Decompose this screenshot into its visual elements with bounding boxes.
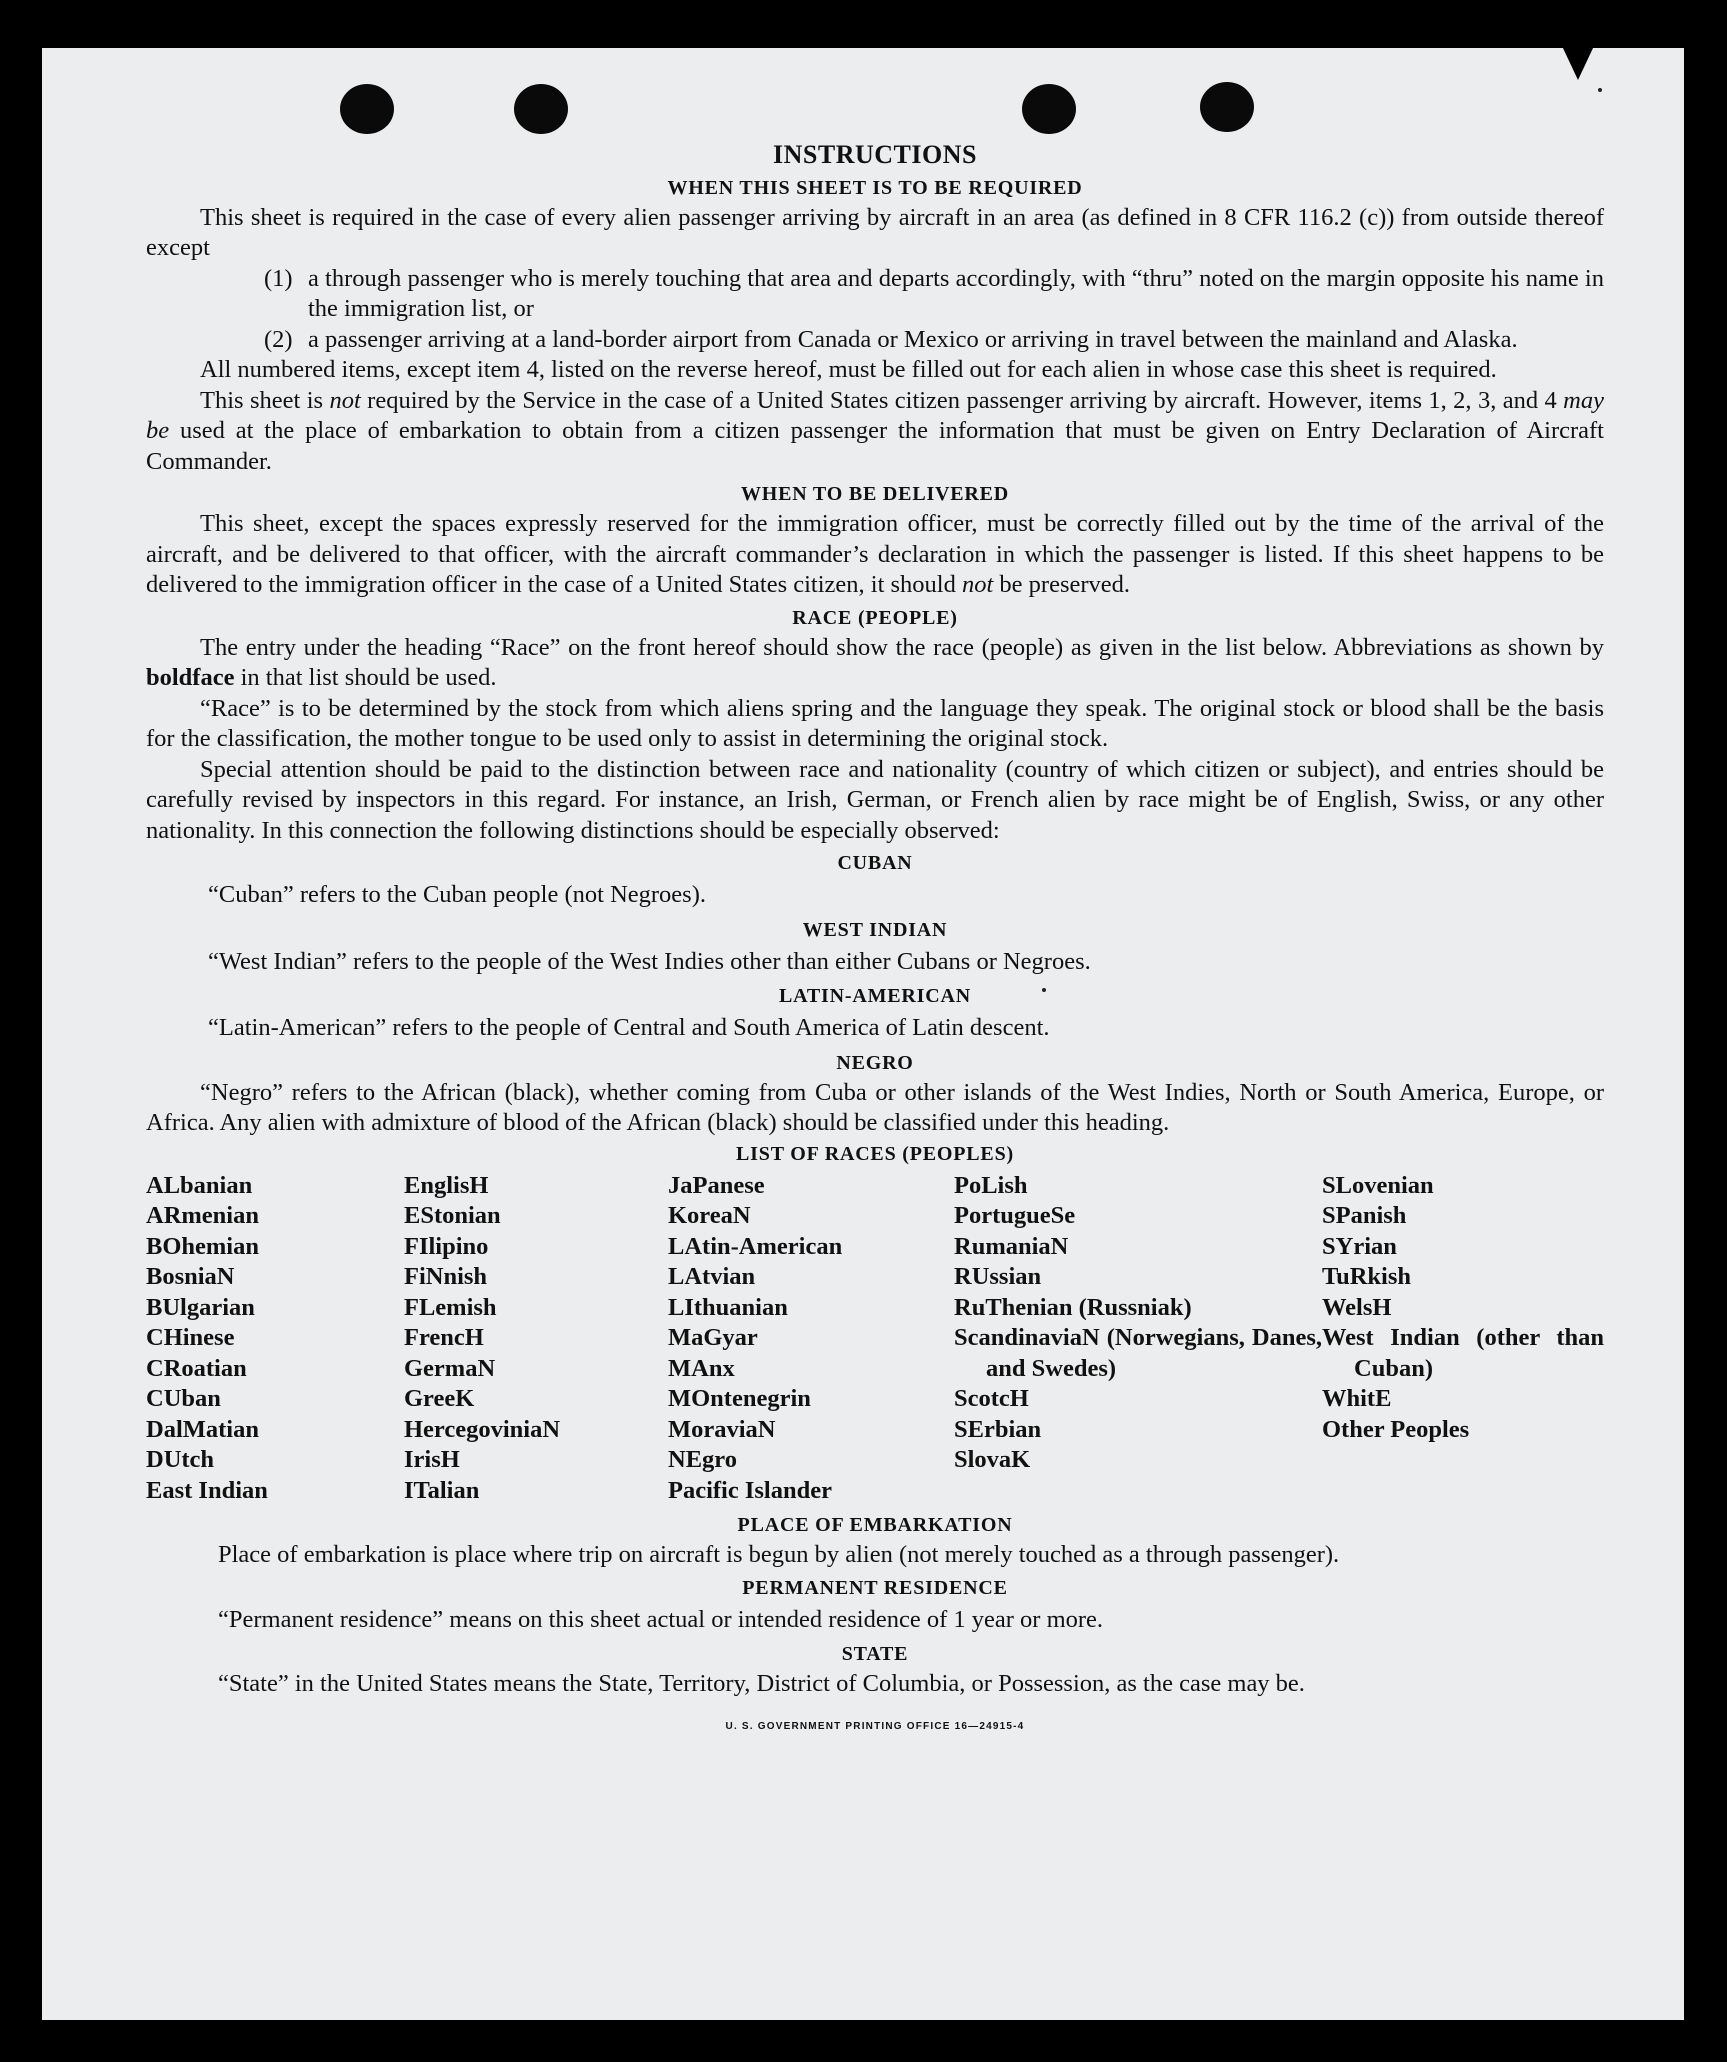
race-item: CUban	[146, 1385, 221, 1412]
race-item: NEgro	[668, 1446, 737, 1473]
paragraph: “State” in the United States means the State, Territory, District of Columbia, or Possession, as the case may be.	[218, 1670, 1305, 1697]
race-column	[404, 1171, 668, 1507]
definition: “Cuban” refers to the Cuban people (not Negroes).	[208, 881, 706, 908]
race-item: SlovaK	[954, 1446, 1031, 1473]
paragraph: “Negro” refers to the African (black), whether coming from Cuba or other islands of the West Indies, North or South America, Europe, or Africa. Any alien with admixture of blood of the African (black) should be classified under this heading.	[146, 1078, 1604, 1136]
paper-notch	[1562, 48, 1594, 80]
section-heading: STATE	[841, 1643, 909, 1665]
race-item: LAtin-American	[668, 1232, 843, 1260]
race-column	[668, 1171, 954, 1507]
race-item: PoLish	[954, 1171, 1028, 1199]
punch-hole	[340, 84, 394, 134]
race-item: HercegoviniaN	[404, 1415, 561, 1443]
race-item: CHinese	[146, 1324, 235, 1351]
race-item: KoreaN	[668, 1202, 751, 1229]
paragraph: This sheet is required in the case of every alien passenger arriving by aircraft in an area (as defined in 8 CFR 116.2 (c)) from outside thereof except	[146, 203, 1604, 261]
race-item: MoraviaN	[668, 1415, 776, 1443]
section-heading: WHEN TO BE DELIVERED	[740, 483, 1010, 505]
paragraph: Special attention should be paid to the distinction between race and nationality (country of which citizen or subject), and entries should be carefully revised by inspectors in this regard. For instance, an Irish, German, or French alien by race might be of English, Swiss, or any other nationality. In this connection the following distinctions should be especially observed:	[146, 755, 1604, 844]
race-item: RuThenian (Russniak)	[954, 1293, 1192, 1321]
race-item: MaGyar	[668, 1324, 758, 1351]
race-item: East Indian	[146, 1476, 268, 1504]
section-heading: NEGRO	[836, 1051, 914, 1074]
race-item: LIthuanian	[668, 1293, 788, 1321]
section-heading: WHEN THIS SHEET IS TO BE REQUIRED	[667, 176, 1083, 199]
race-item: CRoatian	[146, 1354, 247, 1382]
race-item: GreeK	[404, 1385, 475, 1412]
paragraph: This sheet, except the spaces expressly reserved for the immigration officer, must be correctly filled out by the time of the arrival of the aircraft, and be delivered to that officer, with the aircraft commander’s declaration in which the passenger is listed. If this sheet happens to be delivered to the immigration officer in the case of a United States citizen, it should not be preserved.	[146, 510, 1604, 598]
race-item: MOntenegrin	[668, 1385, 811, 1412]
race-item: JaPanese	[668, 1171, 765, 1199]
race-item: TuRkish	[1322, 1263, 1412, 1290]
race-item: ScotcH	[954, 1385, 1029, 1412]
race-item: Other Peoples	[1322, 1415, 1470, 1443]
race-list	[146, 1171, 1604, 1507]
race-item: DalMatian	[146, 1415, 259, 1443]
race-item: Pacific Islander	[668, 1476, 832, 1504]
race-item: BosniaN	[146, 1263, 235, 1290]
race-item: LAtvian	[668, 1263, 756, 1290]
race-column	[1322, 1171, 1604, 1507]
race-item: SErbian	[954, 1415, 1042, 1443]
definition: “Latin-American” refers to the people of Central and South America of Latin descent.	[208, 1014, 1050, 1041]
race-item: SLovenian	[1322, 1171, 1434, 1199]
race-item: PortugueSe	[954, 1202, 1076, 1229]
race-item: FIlipino	[404, 1232, 489, 1260]
section-heading: CUBAN	[837, 852, 913, 874]
paper-speck	[1598, 88, 1602, 92]
section-heading: PLACE OF EMBARKATION	[737, 1514, 1013, 1536]
race-item: ARmenian	[146, 1202, 259, 1229]
paragraph: Place of embarkation is place where trip on aircraft is begun by alien (not merely touched as a through passenger).	[218, 1541, 1340, 1568]
section-heading: RACE (PEOPLE)	[792, 606, 958, 629]
paragraph: The entry under the heading “Race” on the front hereof should show the race (people) as given in the list below. Abbreviations as shown by boldface in that list should be used.	[146, 633, 1604, 691]
section-heading: WEST INDIAN	[802, 918, 948, 941]
document-sheet	[42, 48, 1684, 2020]
race-item: EStonian	[404, 1202, 501, 1229]
race-item: EnglisH	[404, 1171, 489, 1199]
race-item: WelsH	[1322, 1293, 1392, 1321]
race-item: RumaniaN	[954, 1232, 1069, 1260]
punch-hole	[1022, 84, 1076, 134]
race-item: West Indian (other than Cuban)	[1322, 1324, 1604, 1382]
race-item: MAnx	[668, 1354, 735, 1382]
race-column	[954, 1171, 1322, 1507]
race-item: ALbanian	[146, 1171, 253, 1199]
section-heading: LATIN-AMERICAN	[779, 985, 971, 1007]
list-item: (2) a passenger arriving at a land-border airport from Canada or Mexico or arriving in travel between the mainland and Alaska.	[264, 325, 1518, 353]
race-item: FrencH	[404, 1324, 484, 1351]
race-item: WhitE	[1322, 1385, 1392, 1412]
race-item: RUssian	[954, 1263, 1042, 1290]
definition: “West Indian” refers to the people of the West Indies other than either Cubans or Negroes.	[208, 947, 1091, 975]
race-item: GermaN	[404, 1354, 496, 1382]
paragraph: All numbered items, except item 4, listed on the reverse hereof, must be filled out for each alien in whose case this sheet is required.	[200, 356, 1497, 383]
race-item: BOhemian	[146, 1232, 259, 1260]
punch-hole	[514, 84, 568, 134]
definition: “Permanent residence” means on this sheet actual or intended residence of 1 year or more.	[218, 1605, 1104, 1633]
race-item: ITalian	[404, 1476, 480, 1504]
race-item: FiNnish	[404, 1263, 488, 1290]
section-heading: LIST OF RACES (PEOPLES)	[736, 1142, 1014, 1165]
instructions-content	[146, 140, 1604, 1742]
race-item: IrisH	[404, 1446, 460, 1473]
section-heading: PERMANENT RESIDENCE	[742, 1576, 1008, 1599]
race-item: BUlgarian	[146, 1293, 255, 1321]
paragraph: This sheet is not required by the Service in the case of a United States citizen passenger arriving by aircraft. However, items 1, 2, 3, and 4 may be used at the place of embarkation to obtain from a citizen passenger the information that must be given on Entry Declaration of Aircraft Commander.	[146, 386, 1604, 475]
race-item: SPanish	[1322, 1202, 1407, 1229]
race-item: FLemish	[404, 1293, 497, 1321]
race-item: SYrian	[1322, 1232, 1397, 1260]
punch-hole	[1200, 82, 1254, 132]
list-item: (1) a through passenger who is merely touching that area and departs accordingly, with “thru” noted on the margin opposite his name in the immigration list, or	[264, 264, 1604, 322]
race-item: DUtch	[146, 1446, 215, 1473]
page-title: INSTRUCTIONS	[773, 140, 977, 169]
race-item: ScandinaviaN (Norwegians, Danes, and Swedes)	[954, 1324, 1322, 1382]
race-column	[146, 1171, 404, 1507]
paragraph: “Race” is to be determined by the stock from which aliens spring and the language they speak. The original stock or blood shall be the basis for the classification, the mother tongue to be used only to assist in determining the original stock.	[146, 694, 1604, 752]
printing-office-imprint: U. S. GOVERNMENT PRINTING OFFICE 16—24915-4	[725, 1720, 1025, 1732]
